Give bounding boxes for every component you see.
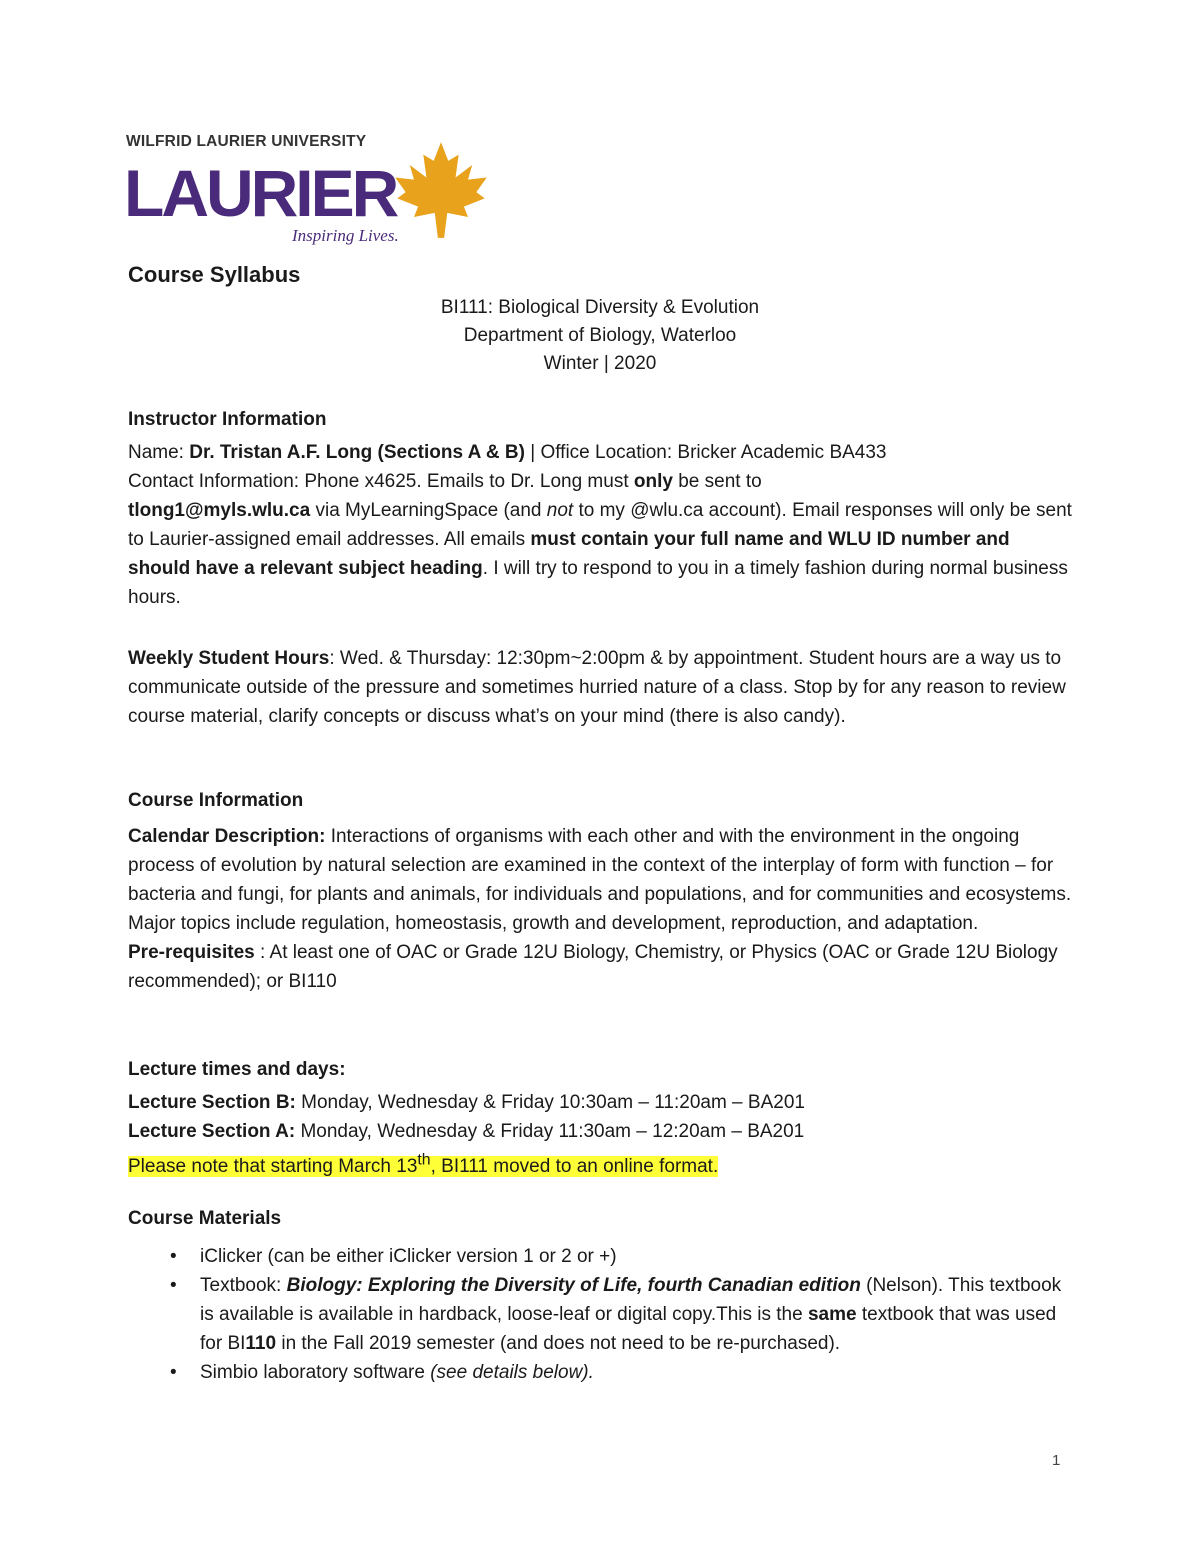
note-sup: th [417,1152,431,1169]
contact-not: not [546,500,574,521]
contact-text-4: to my @wlu.ca account). Email responses will only be sent to Laurier-assigned email addresses. All emails [128,500,1072,550]
materials-list [128,1242,1073,1387]
textbook-text-3: in the Fall 2019 semester (and does not need to be re-purchased). [276,1333,841,1354]
contact-text: Contact Information: Phone x4625. Emails to Dr. Long must [128,471,634,492]
note-text-1: Please note that starting March 13 [128,1156,418,1178]
contact-text-2: be sent to [672,471,762,492]
page-number: 1 [1052,1452,1061,1469]
prereq-text: : At least one of OAC or Grade 12U Biology, Chemistry, or Physics (OAC or Grade 12U Biology recommended); or BI110 [128,942,1058,992]
calendar-description [128,822,1073,938]
course-department: Department of Biology, Waterloo [463,325,737,346]
section-a-text: Monday, Wednesday & Friday 11:30am – 12:20am – BA201 [295,1121,805,1142]
textbook-110: 110 [245,1333,277,1354]
simbio-note: (see details below). [430,1362,594,1383]
iclicker-item: iClicker (can be either iClicker version 1 or 2 or +) [200,1246,617,1267]
lecture-section-a [128,1117,1073,1146]
student-hours-text [128,644,1073,731]
textbook-text: (Nelson). This textbook is available is available in hardback, loose-leaf or digital copy.This is the [200,1275,1062,1325]
page-title: Course Syllabus [128,262,301,287]
instructor-name-line [128,438,1073,467]
course-header [0,294,1200,378]
instructor-email: tlong1@myls.wlu.ca [128,500,311,521]
course-term: Winter | 2020 [543,353,657,374]
textbook-same: same [807,1304,857,1325]
list-item [128,1358,1073,1387]
instructor-heading: Instructor Information [128,409,327,430]
student-hours [128,644,1073,731]
contact-info [128,467,1073,612]
online-note [128,1146,1073,1181]
lecture-section-b [128,1088,1073,1117]
list-item [128,1242,1073,1271]
textbook-text-2: textbook that was used for BI [200,1304,1057,1354]
section-b-text: Monday, Wednesday & Friday 10:30am – 11:20am – BA201 [295,1092,805,1113]
laurier-logo [126,130,506,252]
contact-text-5: . I will try to respond to you in a timely fashion during normal business hours. [128,558,1068,608]
bullet: • [170,1275,177,1296]
list-item [128,1271,1073,1358]
textbook-title: Biology: Exploring the Diversity of Life, fourth Canadian edition [286,1275,861,1296]
prereq-label: Pre-requisites [128,942,255,963]
section-b-label: Lecture Section B: [128,1092,296,1113]
instructor-info [128,438,1073,612]
calendar-label: Calendar Description: [128,826,326,847]
textbook-label: Textbook: [200,1275,287,1296]
logo-university-name: WILFRID LAURIER UNIVERSITY [126,133,367,150]
calendar-text: Interactions of organisms with each other and with the environment in the ongoing process of evolution by natural selection are examined in the context of the interplay of form with function – for bacteria and fungi, for plants and animals, for individuals and populations, and for communities and ecosystems. Major topics include regulation, homeostasis, growth and development, reproduction, and adaptation. [128,826,1072,934]
contact-text-3: via MyLearningSpace (and [310,500,547,521]
course-info [128,822,1073,996]
course-info-heading: Course Information [128,790,304,811]
bullet: • [170,1362,177,1383]
lecture-times [128,1088,1073,1181]
prerequisites [128,938,1073,996]
materials-heading: Course Materials [128,1208,282,1229]
maple-leaf-icon [388,138,494,242]
logo-wordmark: LAURIER [124,156,397,230]
note-text-2: , BI111 moved to an online format. [430,1156,719,1178]
bullet: • [170,1246,177,1267]
section-a-label: Lecture Section A: [128,1121,296,1142]
simbio-item: Simbio laboratory software [200,1362,431,1383]
instructor-name: Dr. Tristan A.F. Long (Sections A & B) [189,442,525,463]
course-code-title: BI111: Biological Diversity & Evolution [440,297,760,318]
student-hours-body: : Wed. & Thursday: 12:30pm~2:00pm & by appointment. Student hours are a way us to communicate outside of the pressure and sometimes hurried nature of a class. Stop by for any reason to review course material, clarify concepts or discuss what’s on your mind (there is also candy). [128,648,1066,727]
office-location: | Office Location: Bricker Academic BA433 [524,442,887,463]
name-label: Name: [128,442,190,463]
lecture-heading: Lecture times and days: [128,1059,346,1080]
contact-only: only [633,471,673,492]
online-note-highlight [128,1152,719,1178]
contact-requirements: must contain your full name and WLU ID number and should have a relevant subject heading [128,529,1010,579]
student-hours-label: Weekly Student Hours [128,648,330,669]
logo-tagline: Inspiring Lives. [292,226,399,245]
